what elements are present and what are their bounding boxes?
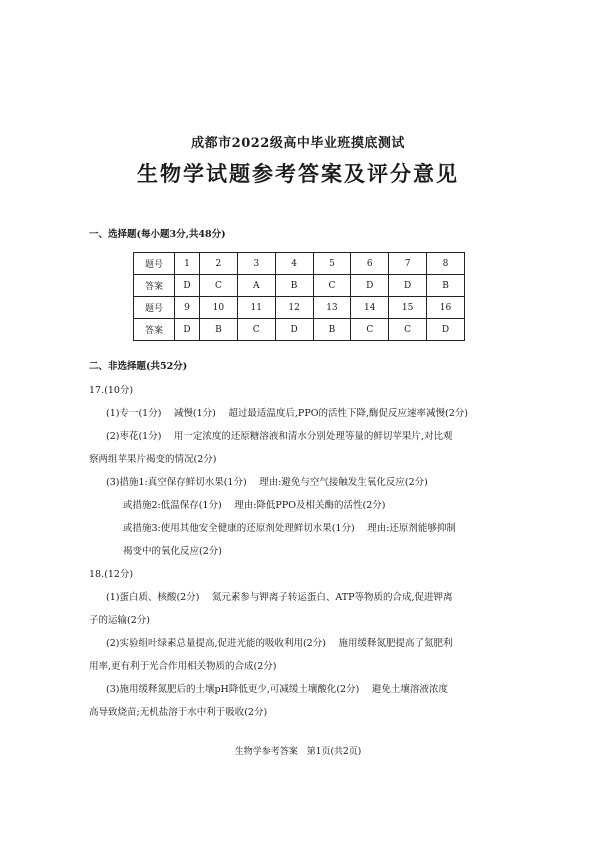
q17-title: 17.(10分) xyxy=(89,385,134,396)
table-cell: 4 xyxy=(275,253,313,275)
table-cell: 6 xyxy=(351,253,389,275)
table-row xyxy=(134,297,465,319)
table-cell: C xyxy=(237,319,275,341)
table-cell: C xyxy=(199,275,237,297)
table-cell: D xyxy=(275,319,313,341)
table-cell: D xyxy=(175,275,200,297)
q18-line: (3)施用缓释氮肥后的土壤pH降低更少,可减缓土壤酸化(2分) 避免土壤溶液浓度 xyxy=(106,684,448,695)
section2-heading: 二、非选择题(共52分) xyxy=(89,361,188,372)
table-cell: 7 xyxy=(389,253,427,275)
table-cell: B xyxy=(313,319,351,341)
table-cell: D xyxy=(351,275,389,297)
table-cell: D xyxy=(175,319,200,341)
row-label: 答案 xyxy=(134,319,175,341)
table-cell: C xyxy=(389,319,427,341)
table-cell: B xyxy=(275,275,313,297)
table-cell: C xyxy=(351,319,389,341)
q18-line: 高导致烧苗;无机盐溶于水中利于吸收(2分) xyxy=(89,707,268,718)
table-cell: A xyxy=(237,275,275,297)
q18-line: 子的运输(2分) xyxy=(89,615,150,626)
table-cell: 13 xyxy=(313,297,351,319)
row-label: 答案 xyxy=(134,275,175,297)
row-label: 题号 xyxy=(134,297,175,319)
table-cell: B xyxy=(199,319,237,341)
answer-table xyxy=(133,252,465,341)
document-title: 生物学试题参考答案及评分意见 xyxy=(137,161,459,186)
table-cell: C xyxy=(313,275,351,297)
table-cell: 5 xyxy=(313,253,351,275)
table-cell: 14 xyxy=(351,297,389,319)
table-cell: 16 xyxy=(427,297,465,319)
q18-title: 18.(12分) xyxy=(89,569,134,580)
table-cell: 12 xyxy=(275,297,313,319)
row-label: 题号 xyxy=(134,253,175,275)
table-cell: 8 xyxy=(427,253,465,275)
table-cell: 15 xyxy=(389,297,427,319)
table-cell: D xyxy=(389,275,427,297)
table-cell: 1 xyxy=(175,253,200,275)
q17-line: 察两组苹果片褐变的情况(2分) xyxy=(89,454,217,465)
q17-line: 或措施3:使用其他安全健康的还原剂处理鲜切水果(1分) 理由:还原剂能够抑制 xyxy=(123,523,456,534)
table-cell: 10 xyxy=(199,297,237,319)
q17-line: (3)措施1:真空保存鲜切水果(1分) 理由:避免与空气接触发生氧化反应(2分) xyxy=(106,477,428,488)
page-footer: 生物学参考答案 第1页(共2页) xyxy=(234,747,362,757)
section1-heading: 一、选择题(每小题3分,共48分) xyxy=(89,229,226,240)
q18-line: (2)实验组叶绿素总量提高,促进光能的吸收利用(2分) 施用缓释氮肥提高了氮肥利 xyxy=(106,638,453,649)
table-cell: 11 xyxy=(237,297,275,319)
table-row xyxy=(134,319,465,341)
table-cell: 9 xyxy=(175,297,200,319)
q18-line: 用率,更有利于光合作用相关物质的合成(2分) xyxy=(89,661,277,672)
q17-line: (2)枣花(1分) 用一定浓度的还原糖溶液和清水分别处理等量的鲜切苹果片,对比观 xyxy=(106,431,453,442)
exam-title: 成都市2022级高中毕业班摸底测试 xyxy=(191,136,405,151)
table-row xyxy=(134,253,465,275)
table-cell: B xyxy=(427,275,465,297)
q17-line: (1)专一(1分) 减慢(1分) 超过最适温度后,PPO的活性下降,酶促反应速率减慢(2分) xyxy=(106,408,468,419)
q17-line: 或措施2:低温保存(1分) 理由:降低PPO及相关酶的活性(2分) xyxy=(123,500,386,511)
q17-line: 褐变中的氧化反应(2分) xyxy=(123,546,222,557)
table-row xyxy=(134,275,465,297)
table-cell: 2 xyxy=(199,253,237,275)
q18-line: (1)蛋白质、核酸(2分) 氮元素参与钾离子转运蛋白、ATP等物质的合成,促进钾离 xyxy=(106,592,453,603)
table-cell: D xyxy=(427,319,465,341)
table-cell: 3 xyxy=(237,253,275,275)
